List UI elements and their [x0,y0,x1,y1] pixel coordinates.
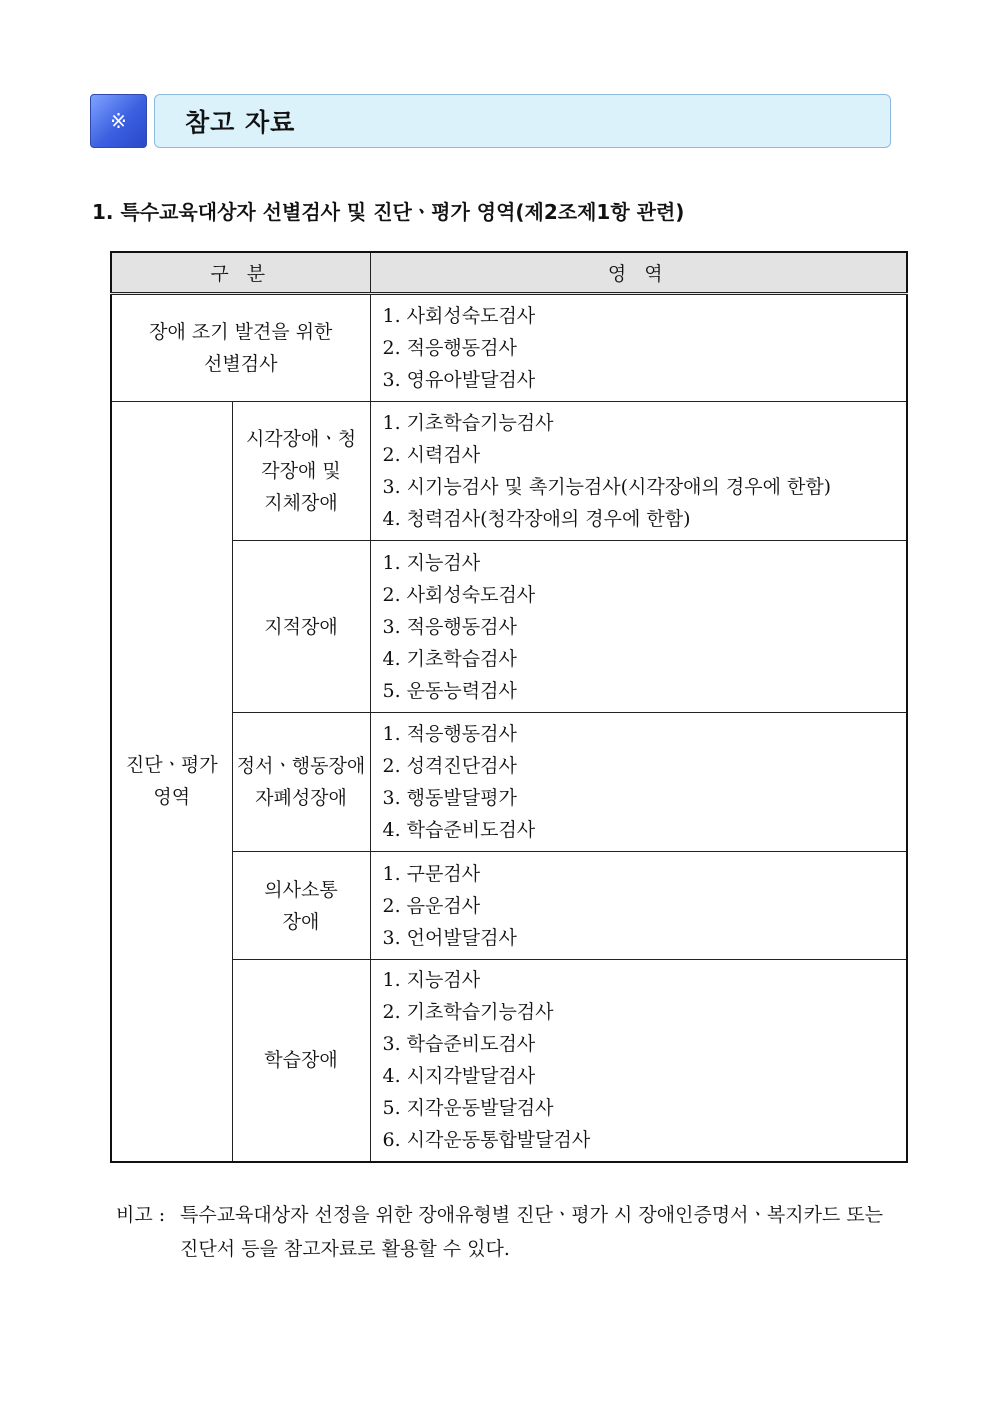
group-label [232,713,370,852]
section-header [90,93,891,149]
table-header-row [111,252,907,294]
list-item: 4. 기초학습검사 [382,647,517,670]
list-item: 1. 지능검사 [382,551,481,574]
group-items [370,852,907,960]
group-label [232,541,370,713]
diagnosis-label-line: 영역 [153,786,191,809]
group-items [370,402,907,541]
list-item: 2. 시력검사 [382,444,481,466]
list-item: 2. 성격진단검사 [382,755,517,777]
list-item: 3. 영유아발달검사 [382,369,536,391]
list-item: 2. 음운검사 [382,894,481,917]
group-label-line: 각장애 및 [261,460,341,482]
list-item: 1. 사회성숙도검사 [382,305,536,327]
screening-label [111,294,370,402]
list-item: 4. 시지각발달검사 [382,1065,536,1088]
list-item: 3. 적응행동검사 [382,615,517,638]
group-label [232,960,370,1162]
group-label-line: 자폐성장애 [255,787,347,809]
column-header-area: 영 역 [370,252,907,294]
remark-label: 비고 : [116,1204,166,1226]
table-row-visual-hearing-physical [111,402,907,541]
list-item: 2. 기초학습기능검사 [382,1001,554,1024]
table-row-screening [111,294,907,402]
group-items [370,541,907,713]
list-item: 1. 구문검사 [382,862,481,885]
screening-items [370,294,907,402]
remark-text: 특수교육대상자 선정을 위한 장애유형별 진단ㆍ평가 시 장애인증명서ㆍ복지카드 또는 진단서 등을 참고자료로 활용할 수 있다. [180,1204,884,1260]
header-title: 참고 자료 [154,94,891,148]
group-label-line: 지체장애 [264,492,338,514]
group-items [370,960,907,1162]
list-item: 3. 시기능검사 및 촉기능검사(시각장애의 경우에 한함) [382,476,832,498]
group-label-line: 지적장애 [264,615,338,638]
list-item: 6. 시각운동통합발달검사 [382,1129,591,1152]
diagnosis-label-line: 진단ㆍ평가 [125,754,218,777]
list-item: 5. 지각운동발달검사 [382,1097,554,1120]
remark-note [116,1198,906,1266]
screening-label-line: 장애 조기 발견을 위한 [149,321,333,343]
list-item: 2. 적응행동검사 [382,337,517,359]
group-label-line: 정서ㆍ행동장애 [236,755,366,777]
group-label [232,852,370,960]
list-item: 1. 지능검사 [382,969,481,992]
section-title: 1. 특수교육대상자 선별검사 및 진단ㆍ평가 영역(제2조제1항 관련) [92,200,685,224]
group-label-line: 의사소통 [264,878,338,901]
list-item: 3. 학습준비도검사 [382,1033,536,1056]
diagnosis-label [111,402,232,1162]
group-label [232,402,370,541]
list-item: 1. 적응행동검사 [382,723,517,745]
list-item: 4. 학습준비도검사 [382,819,536,841]
list-item: 1. 기초학습기능검사 [382,412,554,434]
reference-table [110,251,908,1163]
column-header-category: 구 분 [111,252,370,294]
list-item: 2. 사회성숙도검사 [382,583,536,606]
screening-label-line: 선별검사 [204,353,278,375]
group-label-line: 시각장애ㆍ청 [245,428,357,450]
list-item: 5. 운동능력검사 [382,679,517,702]
group-label-line: 장애 [282,910,320,933]
list-item: 3. 언어발달검사 [382,926,517,949]
list-item: 3. 행동발달평가 [382,787,517,809]
reference-mark-icon: ※ [90,94,147,148]
group-label-line: 학습장애 [264,1049,338,1072]
list-item: 4. 청력검사(청각장애의 경우에 한함) [382,508,691,530]
group-items [370,713,907,852]
